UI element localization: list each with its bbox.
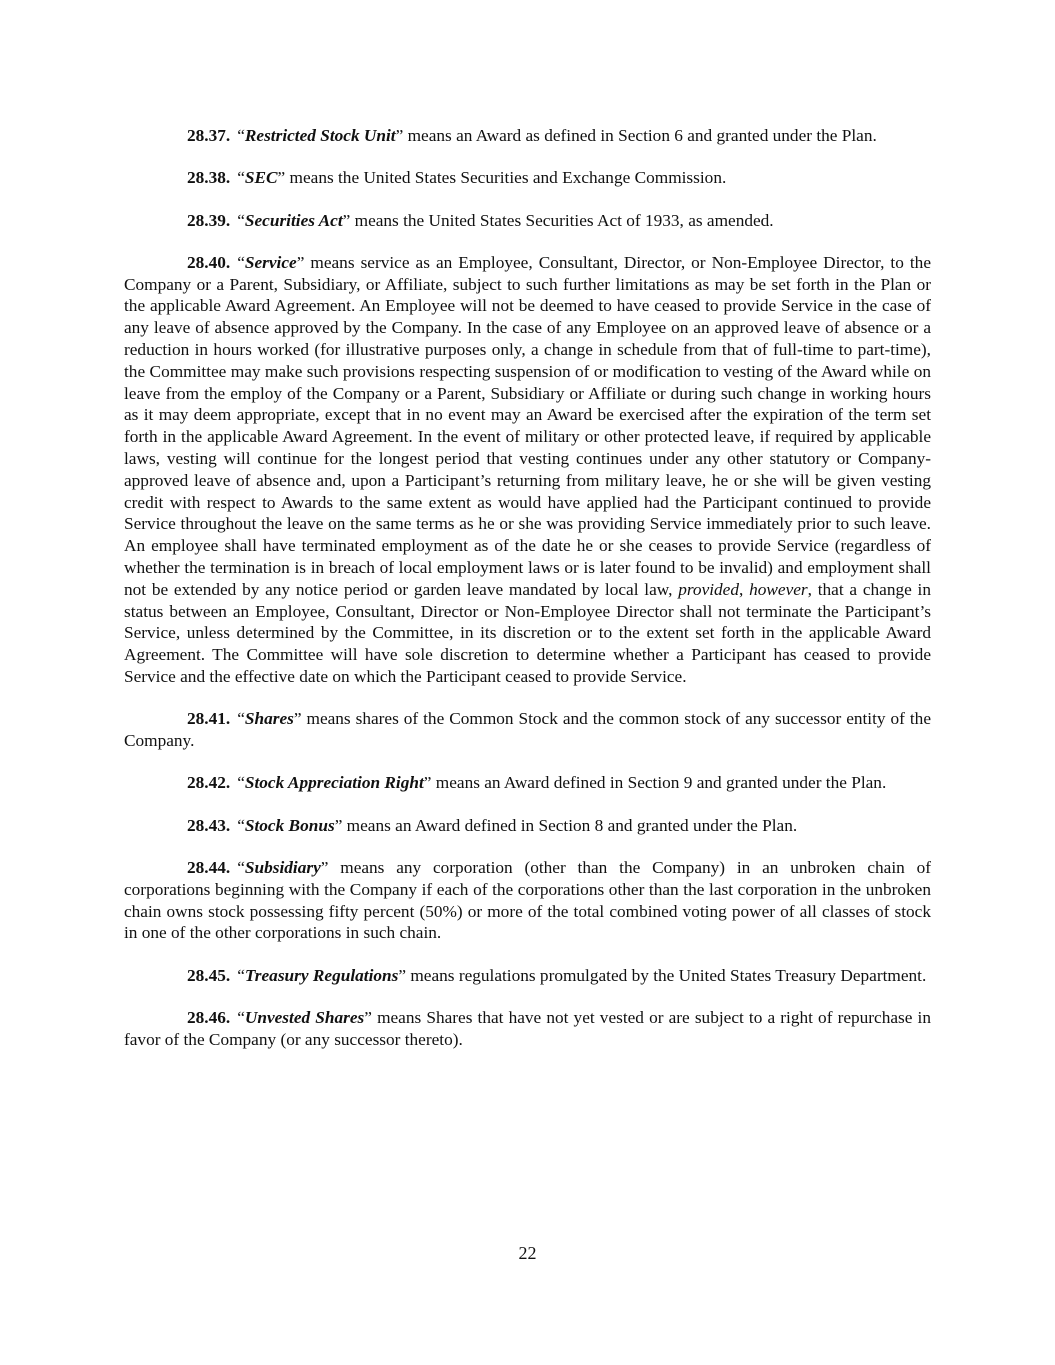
definition-28-43 (124, 815, 931, 837)
section-number: 28.39. (187, 210, 231, 230)
open-quote: “ (237, 858, 245, 878)
definition-text: means regulations promulgated by the United States Treasury Department. (406, 965, 927, 985)
defined-term: SEC (244, 168, 278, 188)
open-quote: “ (237, 126, 245, 145)
close-quote: ” (342, 210, 351, 230)
section-number: 28.41. (187, 709, 231, 729)
close-quote: ” (395, 126, 404, 145)
section-number: 28.38. (187, 168, 231, 188)
section-number: 28.40. (187, 252, 231, 272)
defined-term: Stock Appreciation Right (244, 773, 424, 793)
open-quote: “ (237, 252, 245, 272)
close-quote: ” (296, 252, 305, 272)
close-quote: ” (398, 965, 407, 985)
defined-term: Restricted Stock Unit (244, 126, 396, 145)
definition-28-45 (124, 965, 931, 987)
close-quote: ” (293, 709, 302, 729)
definition-28-37 (124, 125, 931, 147)
section-number: 28.45. (187, 965, 231, 985)
definition-text: means an Award as defined in Section 6 and granted under the Plan. (403, 126, 877, 145)
defined-term: Service (244, 252, 297, 272)
defined-term: Unvested Shares (244, 1008, 365, 1027)
defined-term: Securities Act (244, 210, 343, 230)
separator: , (739, 579, 750, 599)
defined-term: Stock Bonus (244, 815, 335, 835)
close-quote: ” (423, 773, 432, 793)
definition-text: means shares of the Common Stock and the common stock of any successor entity of the Company. (124, 709, 931, 751)
close-quote: ” (334, 815, 343, 835)
section-number: 28.43. (187, 815, 231, 835)
section-number: 28.46. (187, 1008, 231, 1027)
definition-text: means the United States Securities and Exchange Commission. (285, 168, 727, 188)
definition-text-part1: means service as an Employee, Consultant, Director, or Non-Employee Director, to the Company or a Parent, Subsidiary, or Affiliate, subject to such further limitations as may be set forth in the Plan or the applicable Award Agreement. An Employee will not be deemed to have ceased to provide Service in the case of any leave of absence approved by the Company. In the case of any Employee on an approved leave of absence or a reduction in hours worked (for illustrative purposes only, a change in schedule from that of full-time to part-time), the Committee may make such provisions respecting suspension of or modification to vesting of the Award while on leave from the employ of the Company or a Parent, Subsidiary or Affiliate or during such change in working hours as it may deem appropriate, except that in no event may an Award be exercised after the expiration of the term set forth in the applicable Award Agreement. In the event of military or other protected leave, if required by applicable laws, vesting will continue for the longest period that vesting continues under any other statutory or Company-approved leave of absence and, upon a Participant’s returning from military leave, he or she will be given vesting credit with respect to Awards to the same extent as would have applied had the Participant continued to provide Service throughout the leave on the same terms as he or she was providing Service immediately prior to such leave. An employee shall have terminated employment as of the date he or she ceases to provide Service (regardless of whether the termination is in breach of local employment laws or is later found to be invalid) and employment shall not be extended by any notice period or garden leave mandated by local law, (124, 252, 931, 599)
definition-28-46 (124, 1007, 931, 1051)
open-quote: “ (237, 210, 245, 230)
definition-28-44 (124, 857, 931, 944)
definition-text-part2: , that a change in status between an Employee, Consultant, Director or Non-Employee Director shall not terminate the Participant’s Service, unless determined by the Committee, in its discretion or to the extent set forth in the applicable Award Agreement. The Committee will have sole discretion to determine whether a Participant has ceased to provide Service and the effective date on which the Participant ceased to provide Service. (124, 579, 931, 687)
defined-term: Treasury Regulations (244, 965, 399, 985)
open-quote: “ (237, 1008, 245, 1027)
open-quote: “ (237, 709, 245, 729)
definition-28-39 (124, 210, 931, 232)
section-number: 28.37. (187, 126, 231, 145)
close-quote: ” (364, 1008, 372, 1027)
definition-text: means the United States Securities Act of 1933, as amended. (350, 210, 774, 230)
definition-28-40 (124, 252, 931, 688)
open-quote: “ (237, 773, 245, 793)
section-number: 28.44. (187, 858, 231, 878)
page-number: 22 (518, 1243, 537, 1263)
definition-28-41 (124, 708, 931, 752)
open-quote: “ (237, 965, 245, 985)
italic-however: however (749, 579, 808, 599)
definition-text: means Shares that have not yet vested or are subject to a right of repurchase in favor of the Company (or any successor thereto). (124, 1008, 931, 1049)
open-quote: “ (237, 815, 245, 835)
definition-text: means an Award defined in Section 8 and granted under the Plan. (342, 815, 798, 835)
defined-term: Shares (244, 709, 294, 729)
definition-text: means an Award defined in Section 9 and granted under the Plan. (431, 773, 887, 793)
definition-text: means any corporation (other than the Company) in an unbroken chain of corporations beginning with the Company if each of the corporations other than the last corporation in the unbroken chain owns stock possessing fifty percent (50%) or more of the total combined voting power of all classes of stock in one of the other corporations in such chain. (124, 858, 931, 943)
section-number: 28.42. (187, 773, 231, 793)
definitions-section (124, 125, 931, 1071)
definition-28-42 (124, 772, 931, 794)
italic-provided: provided (678, 579, 739, 599)
close-quote: ” (320, 858, 329, 878)
close-quote: ” (277, 168, 286, 188)
definition-28-38 (124, 167, 931, 189)
open-quote: “ (237, 168, 245, 188)
defined-term: Subsidiary (244, 858, 321, 878)
